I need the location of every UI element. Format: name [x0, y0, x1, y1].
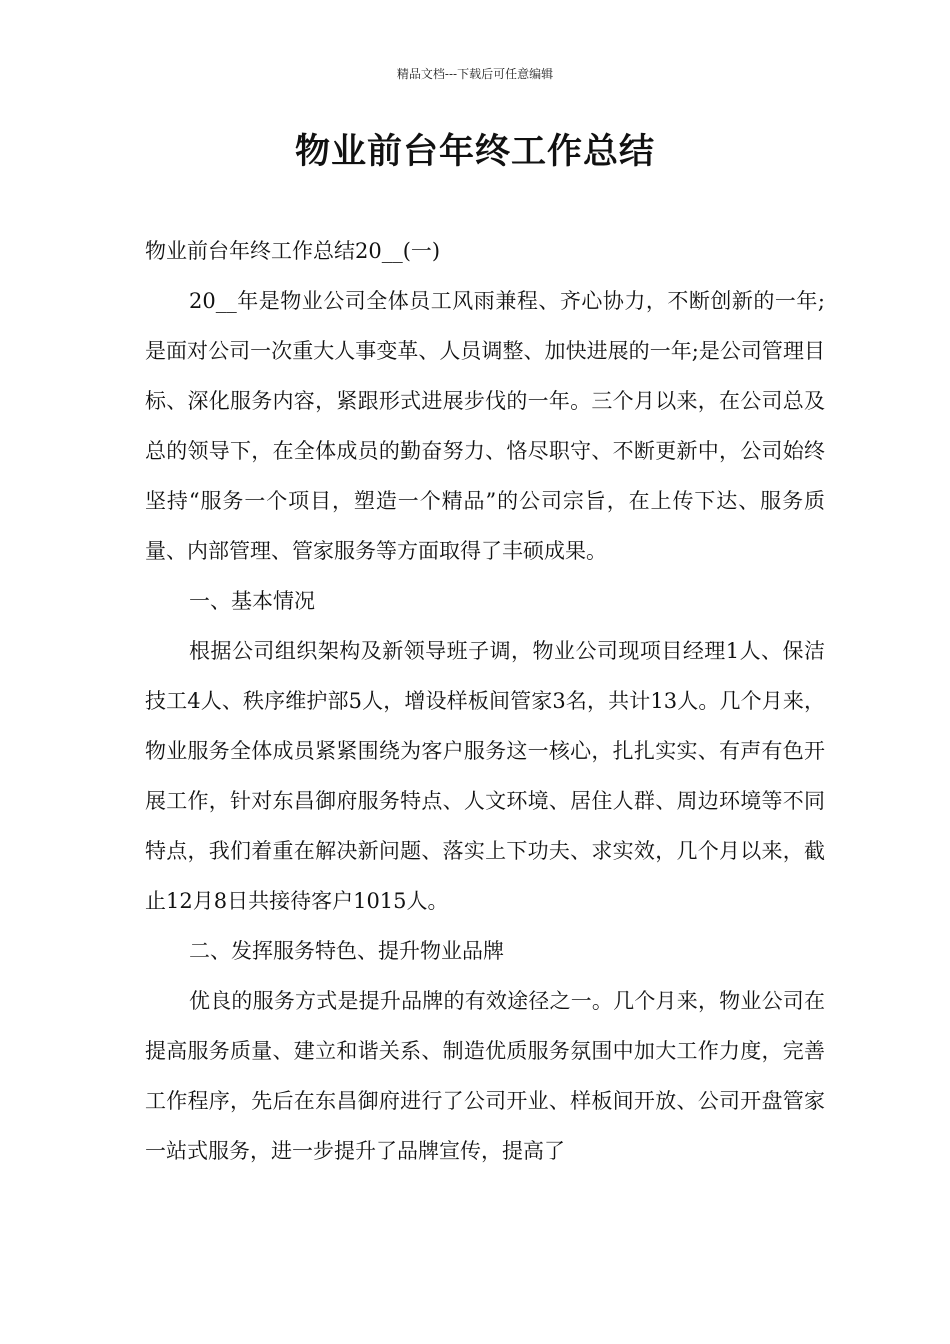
- paragraph: 优良的服务方式是提升品牌的有效途径之一。几个月来，物业公司在提高服务质量、建立和谐关系、制造优质服务氛围中加大工作力度，完善工作程序，先后在东昌御府进行了公司开业、样板间开放、公司开盘管家一站式服务，进一步提升了品牌宣传，提高了: [145, 989, 825, 1163]
- page-header: 精品文档---下载后可任意编辑: [396, 67, 554, 81]
- paragraph: 根据公司组织架构及新领导班子调，物业公司现项目经理1人、保洁技工4人、秩序维护部5人，增设样板间管家3名，共计13人。几个月来，物业服务全体成员紧紧围绕为客户服务这一核心，扎扎实实、有声有色开展工作，针对东昌御府服务特点、人文环境、居住人群、周边环境等不同特点，我们着重在解决新问题、落实上下功夫、求实效，几个月以来，截止12月8日共接待客户1015人。: [145, 639, 825, 913]
- section-heading: 物业前台年终工作总结20__(一): [145, 239, 441, 263]
- document-title: 物业前台年终工作总结: [294, 132, 655, 172]
- section-heading: 一、基本情况: [189, 589, 315, 613]
- document-body: [145, 226, 825, 1176]
- section-heading: 二、发挥服务特色、提升物业品牌: [189, 939, 504, 963]
- paragraph: 20__年是物业公司全体员工风雨兼程、齐心协力，不断创新的一年;是面对公司一次重大人事变革、人员调整、加快进展的一年;是公司管理目标、深化服务内容，紧跟形式进展步伐的一年。三个月以来，在公司总及总的领导下，在全体成员的勤奋努力、恪尽职守、不断更新中，公司始终坚持“服务一个项目，塑造一个精品”的公司宗旨，在上传下达、服务质量、内部管理、管家服务等方面取得了丰硕成果。: [145, 289, 825, 563]
